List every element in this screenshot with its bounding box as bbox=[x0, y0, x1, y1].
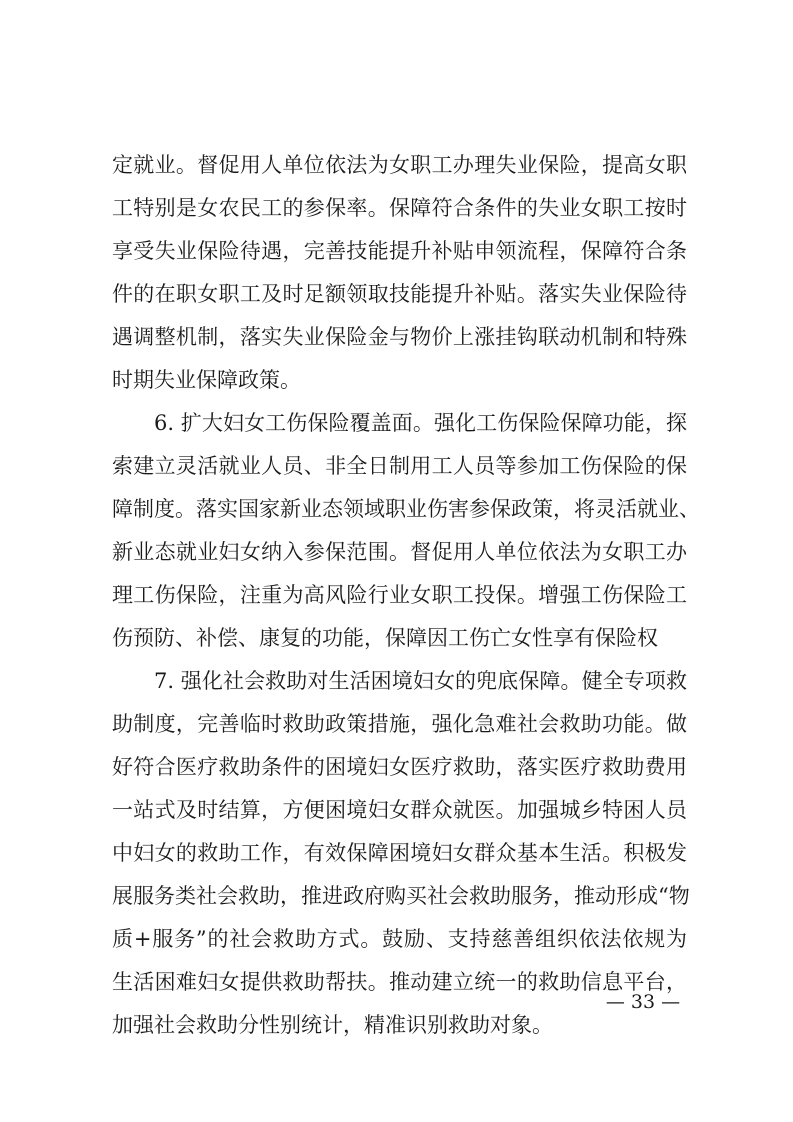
body-text-line: 理工伤保险，注重为高风险行业女职工投保。增强工伤保险工 bbox=[112, 583, 687, 607]
page-number: — 33 — bbox=[605, 991, 681, 1013]
body-text-line: 遇调整机制，落实失业保险金与物价上涨挂钩联动机制和特殊 bbox=[112, 325, 687, 349]
body-text-line: 享受失业保险待遇，完善技能提升补贴申领流程，保障符合条 bbox=[112, 239, 687, 263]
body-text-line: 工特别是女农民工的参保率。保障符合条件的失业女职工按时 bbox=[112, 196, 687, 220]
body-text-line: 新业态就业妇女纳入参保范围。督促用人单位依法为女职工办 bbox=[112, 540, 687, 564]
body-text-line: 伤预防、补偿、康复的功能，保障因工伤亡女性享有保险权 bbox=[112, 626, 658, 650]
body-text-line: 好符合医疗救助条件的困境妇女医疗救助，落实医疗救助费用 bbox=[112, 755, 687, 779]
section-7-heading-line: 7. 强化社会救助对生活困境妇女的兜底保障。健全专项救 bbox=[154, 669, 687, 693]
body-text-line: 中妇女的救助工作，有效保障困境妇女群众基本生活。积极发 bbox=[112, 841, 687, 865]
body-text-line: 加强社会救助分性别统计，精准识别救助对象。 bbox=[112, 1013, 553, 1037]
body-text-line: 索建立灵活就业人员、非全日制用工人员等参加工伤保险的保 bbox=[112, 454, 687, 478]
section-6-heading-line: 6. 扩大妇女工伤保险覆盖面。强化工伤保险保障功能，探 bbox=[154, 411, 687, 435]
body-text-line: 质+服务”的社会救助方式。鼓励、支持慈善组织依法依规为 bbox=[112, 927, 687, 951]
body-text-line: 助制度，完善临时救助政策措施，强化急难社会救助功能。做 bbox=[112, 712, 687, 736]
body-text-line: 件的在职女职工及时足额领取技能提升补贴。落实失业保险待 bbox=[112, 282, 687, 306]
body-text-line: 展服务类社会救助，推进政府购买社会救助服务，推动形成“物 bbox=[112, 884, 690, 908]
body-text-line: 生活困难妇女提供救助帮扶。推动建立统一的救助信息平台， bbox=[112, 970, 687, 994]
body-text-line: 定就业。督促用人单位依法为女职工办理失业保险，提高女职 bbox=[112, 153, 687, 177]
body-text-line: 时期失业保障政策。 bbox=[112, 368, 301, 392]
body-text-line: 一站式及时结算，方便困境妇女群众就医。加强城乡特困人员 bbox=[112, 798, 687, 822]
body-text-line: 障制度。落实国家新业态领域职业伤害参保政策，将灵活就业、 bbox=[112, 497, 700, 521]
